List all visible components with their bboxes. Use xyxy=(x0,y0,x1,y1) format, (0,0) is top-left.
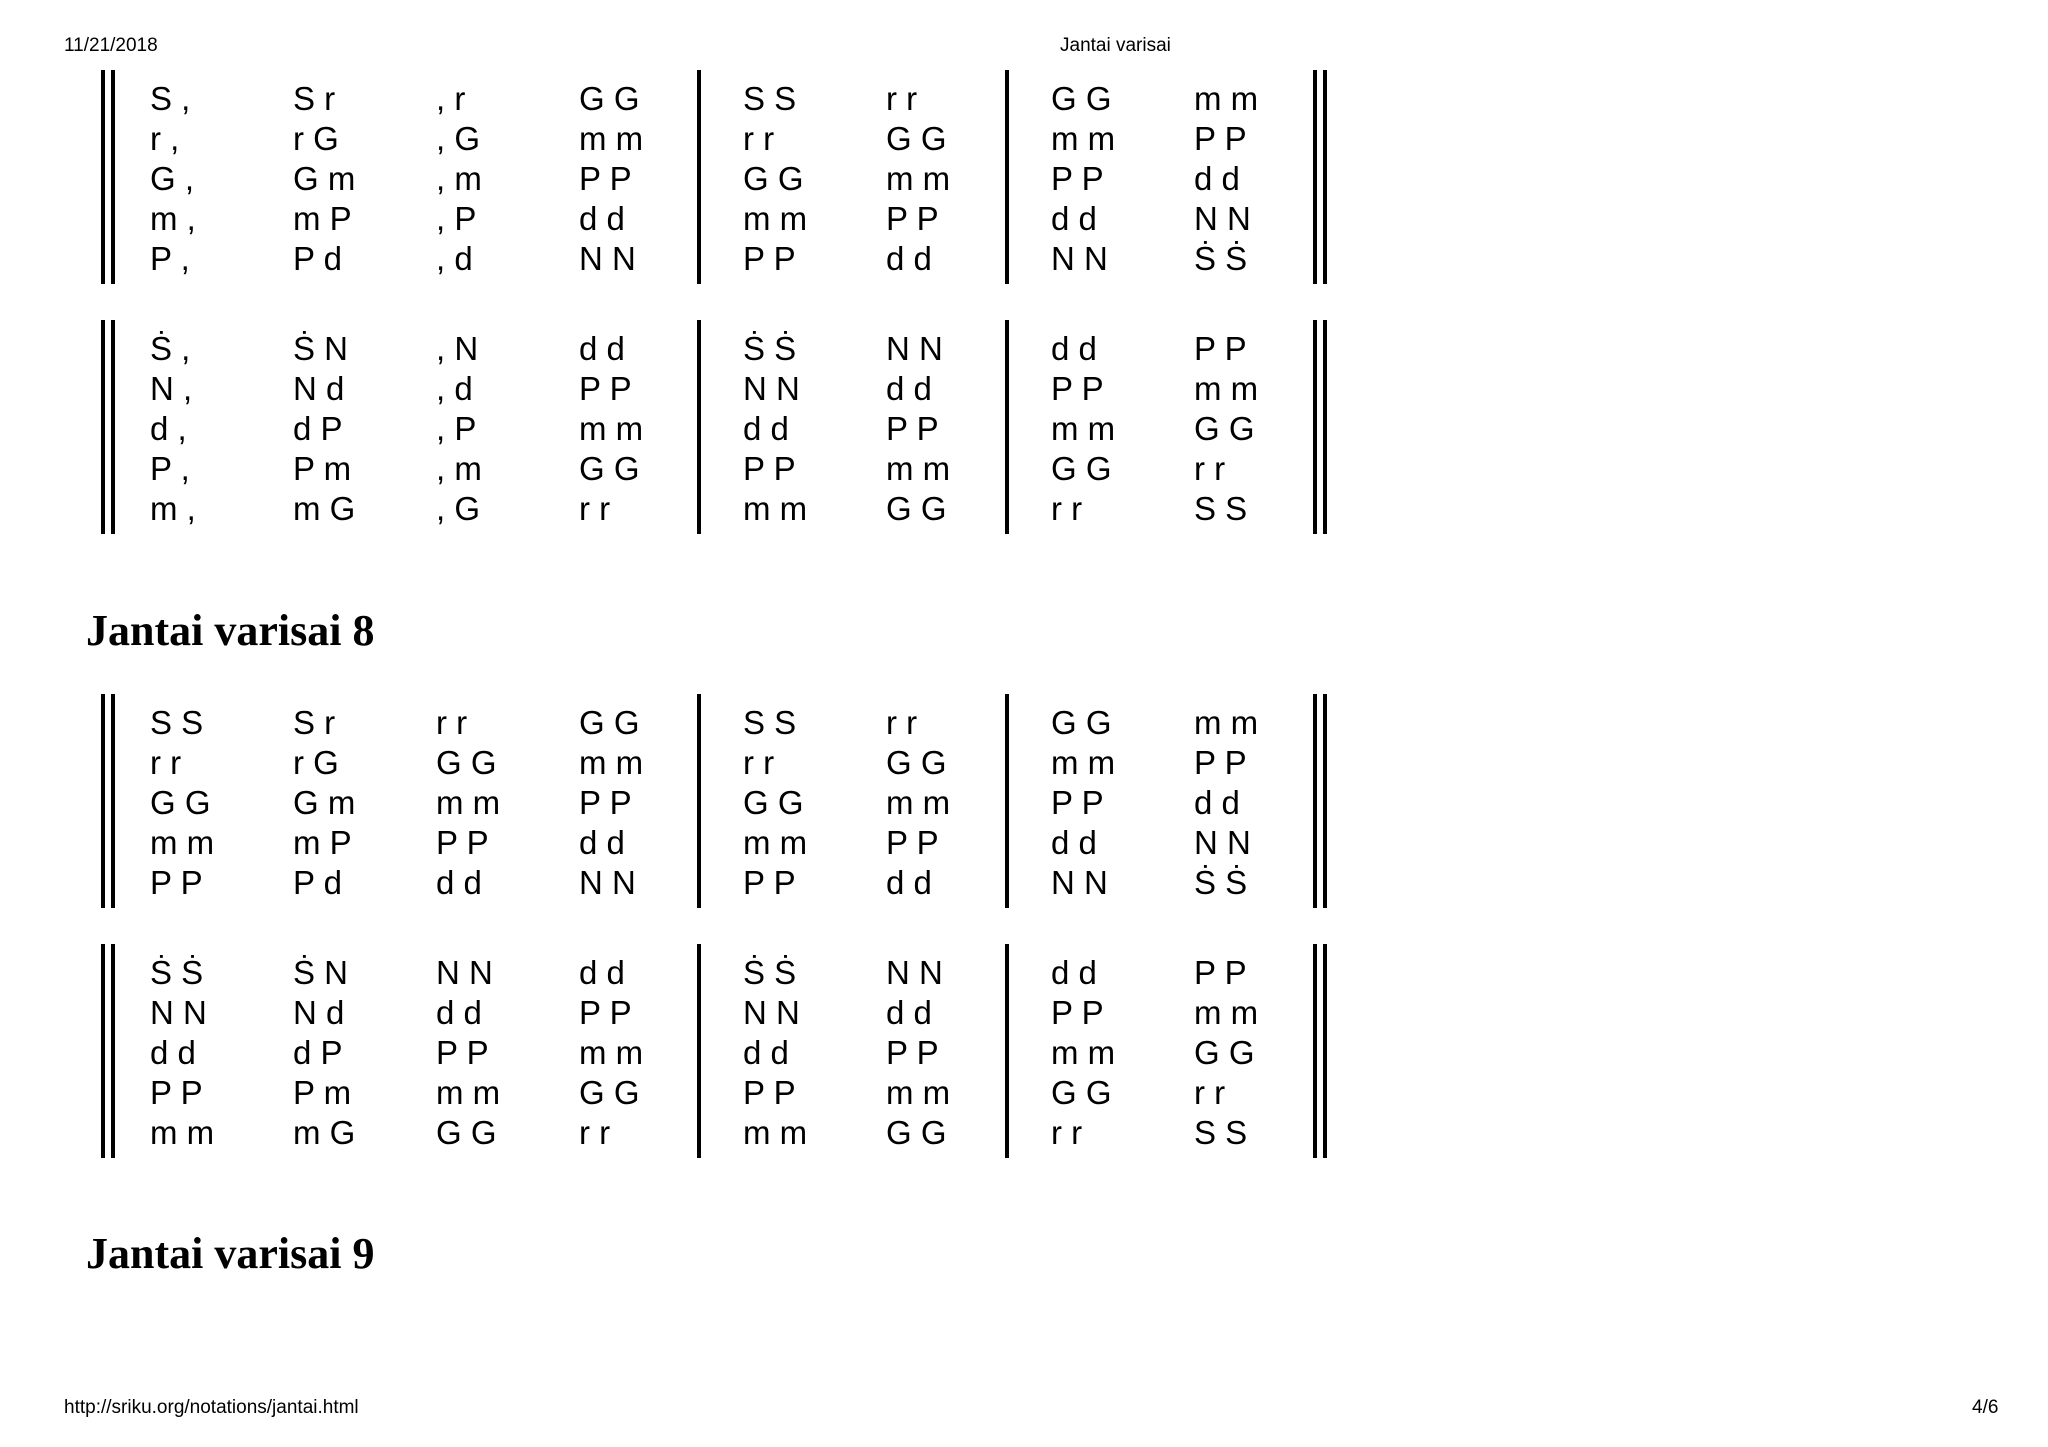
swara-cell: Ṡ Ṡ xyxy=(1194,240,1248,277)
section-heading-jantai-9: Jantai varisai 9 xyxy=(86,1229,375,1278)
swara-cell: P P xyxy=(1051,994,1104,1031)
swara-cell: G G xyxy=(579,1074,640,1111)
swara-cell: r r xyxy=(1194,1074,1226,1111)
swara-cell: Ṡ Ṡ xyxy=(743,330,797,367)
swara-cell: P P xyxy=(743,1074,796,1111)
swara-cell: P P xyxy=(1051,160,1104,197)
swara-cell: m m xyxy=(743,824,808,861)
swara-cell: P , xyxy=(150,450,190,487)
swara-cell: N N xyxy=(579,240,636,277)
bar-line xyxy=(111,694,115,908)
swara-cell: G G xyxy=(1051,80,1112,117)
notation-block-2 xyxy=(0,318,1400,527)
swara-cell: m m xyxy=(886,160,951,197)
swara-cell: P P xyxy=(1194,744,1247,781)
swara-cell: G G xyxy=(579,450,640,487)
swara-cell: Ṡ Ṡ xyxy=(150,954,204,991)
swara-cell: , G xyxy=(436,490,481,527)
swara-cell: N , xyxy=(150,370,193,407)
swara-cell: d d xyxy=(579,330,625,367)
swara-cell: m G xyxy=(293,1114,356,1151)
swara-cell: Ṡ N xyxy=(293,954,349,991)
swara-cell: d d xyxy=(1051,824,1097,861)
swara-cell: r , xyxy=(150,120,180,157)
swara-cell: m , xyxy=(150,490,196,527)
swara-cell: P P xyxy=(743,240,796,277)
notation-block-3 xyxy=(0,692,1400,901)
swara-cell: S S xyxy=(1194,1114,1248,1151)
swara-cell: S S xyxy=(150,704,204,741)
swara-cell: d d xyxy=(579,200,625,237)
swara-cell: d d xyxy=(1194,160,1240,197)
swara-cell: , d xyxy=(436,240,473,277)
bar-line xyxy=(697,944,701,1158)
swara-cell: P d xyxy=(293,240,342,277)
swara-cell: S S xyxy=(1194,490,1248,527)
swara-cell: m m xyxy=(1051,410,1116,447)
swara-cell: P P xyxy=(436,1034,489,1071)
swara-cell: , G xyxy=(436,120,481,157)
swara-cell: G G xyxy=(579,80,640,117)
bar-line xyxy=(697,70,701,284)
bar-line xyxy=(1323,694,1327,908)
swara-cell: d d xyxy=(886,994,932,1031)
swara-cell: m m xyxy=(1051,1034,1116,1071)
swara-cell: , m xyxy=(436,160,482,197)
swara-cell: m m xyxy=(1194,704,1259,741)
swara-cell: N N xyxy=(886,330,943,367)
swara-cell: P P xyxy=(1051,784,1104,821)
swara-cell: , N xyxy=(436,330,479,367)
swara-cell: G G xyxy=(886,490,947,527)
bar-line xyxy=(101,944,105,1158)
swara-cell: d d xyxy=(886,864,932,901)
swara-cell: d d xyxy=(1051,330,1097,367)
swara-cell: m m xyxy=(150,1114,215,1151)
swara-cell: S r xyxy=(293,704,336,741)
swara-cell: m m xyxy=(1194,80,1259,117)
bar-line xyxy=(1313,694,1317,908)
swara-cell: P P xyxy=(886,1034,939,1071)
swara-cell: P P xyxy=(150,864,203,901)
swara-cell: N N xyxy=(150,994,207,1031)
swara-cell: r r xyxy=(1194,450,1226,487)
swara-cell: r r xyxy=(886,80,918,117)
swara-cell: Ṡ , xyxy=(150,330,191,367)
swara-cell: Ṡ N xyxy=(293,330,349,367)
swara-cell: N N xyxy=(436,954,493,991)
bar-line xyxy=(697,320,701,534)
swara-cell: d d xyxy=(579,824,625,861)
page-footer-url: http://sriku.org/notations/jantai.html xyxy=(64,1397,359,1418)
swara-cell: P P xyxy=(579,160,632,197)
swara-cell: m m xyxy=(1051,120,1116,157)
page-header-title: Jantai varisai xyxy=(1060,35,1171,56)
swara-cell: G G xyxy=(1194,1034,1255,1071)
swara-cell: m m xyxy=(886,784,951,821)
swara-cell: G G xyxy=(743,160,804,197)
swara-cell: m m xyxy=(579,744,644,781)
swara-cell: r r xyxy=(436,704,468,741)
swara-cell: G G xyxy=(743,784,804,821)
swara-cell: d d xyxy=(150,1034,196,1071)
bar-line xyxy=(1323,320,1327,534)
bar-line xyxy=(1323,944,1327,1158)
swara-cell: P P xyxy=(436,824,489,861)
swara-cell: Ṡ Ṡ xyxy=(1194,864,1248,901)
swara-cell: P P xyxy=(1051,370,1104,407)
swara-cell: d d xyxy=(743,1034,789,1071)
swara-cell: G G xyxy=(579,704,640,741)
swara-cell: d d xyxy=(1194,784,1240,821)
swara-cell: N d xyxy=(293,994,345,1031)
swara-cell: P P xyxy=(1194,330,1247,367)
bar-line xyxy=(1005,694,1009,908)
swara-cell: P m xyxy=(293,1074,352,1111)
bar-line xyxy=(101,320,105,534)
bar-line xyxy=(697,694,701,908)
swara-cell: m m xyxy=(886,450,951,487)
swara-cell: , r xyxy=(436,80,466,117)
swara-cell: G , xyxy=(150,160,195,197)
swara-cell: m P xyxy=(293,200,352,237)
swara-cell: P P xyxy=(886,410,939,447)
bar-line xyxy=(1005,320,1009,534)
swara-cell: r r xyxy=(743,120,775,157)
bar-line xyxy=(1005,944,1009,1158)
page-footer-page-number: 4/6 xyxy=(1972,1397,1999,1418)
swara-cell: G G xyxy=(150,784,211,821)
bar-line xyxy=(101,70,105,284)
swara-cell: G m xyxy=(293,784,356,821)
section-heading-jantai-8: Jantai varisai 8 xyxy=(86,606,375,655)
swara-cell: N N xyxy=(1194,200,1251,237)
swara-cell: d d xyxy=(1051,200,1097,237)
swara-cell: G G xyxy=(1051,450,1112,487)
swara-cell: , d xyxy=(436,370,473,407)
bar-line xyxy=(101,694,105,908)
swara-cell: d d xyxy=(436,864,482,901)
swara-cell: P P xyxy=(579,370,632,407)
swara-cell: , P xyxy=(436,410,477,447)
swara-cell: P P xyxy=(579,784,632,821)
swara-cell: P P xyxy=(743,450,796,487)
swara-cell: P m xyxy=(293,450,352,487)
swara-cell: P P xyxy=(886,200,939,237)
swara-cell: N N xyxy=(886,954,943,991)
swara-cell: S S xyxy=(743,80,797,117)
swara-cell: m m xyxy=(1194,370,1259,407)
swara-cell: G G xyxy=(1194,410,1255,447)
bar-line xyxy=(1313,320,1317,534)
swara-cell: m m xyxy=(579,410,644,447)
swara-cell: d d xyxy=(743,410,789,447)
swara-cell: m m xyxy=(436,784,501,821)
swara-cell: P P xyxy=(743,864,796,901)
swara-cell: N d xyxy=(293,370,345,407)
swara-cell: G G xyxy=(436,1114,497,1151)
swara-cell: N N xyxy=(1051,864,1108,901)
swara-cell: d P xyxy=(293,410,343,447)
swara-cell: P P xyxy=(1194,954,1247,991)
swara-cell: m m xyxy=(579,1034,644,1071)
bar-line xyxy=(1323,70,1327,284)
swara-cell: m m xyxy=(579,120,644,157)
swara-cell: P P xyxy=(150,1074,203,1111)
swara-cell: d d xyxy=(886,370,932,407)
bar-line xyxy=(111,320,115,534)
swara-cell: G G xyxy=(436,744,497,781)
swara-cell: d d xyxy=(886,240,932,277)
swara-cell: P d xyxy=(293,864,342,901)
swara-cell: m m xyxy=(743,200,808,237)
bar-line xyxy=(1313,944,1317,1158)
swara-cell: d d xyxy=(436,994,482,1031)
swara-cell: P P xyxy=(886,824,939,861)
swara-cell: S r xyxy=(293,80,336,117)
swara-cell: d , xyxy=(150,410,187,447)
swara-cell: r r xyxy=(579,490,611,527)
swara-cell: m m xyxy=(743,1114,808,1151)
notation-block-1 xyxy=(0,68,1400,277)
swara-cell: d d xyxy=(1051,954,1097,991)
swara-cell: r r xyxy=(1051,1114,1083,1151)
bar-line xyxy=(111,944,115,1158)
swara-cell: G m xyxy=(293,160,356,197)
swara-cell: m m xyxy=(1051,744,1116,781)
swara-cell: G G xyxy=(886,1114,947,1151)
swara-cell: P P xyxy=(579,994,632,1031)
swara-cell: r r xyxy=(886,704,918,741)
swara-cell: d P xyxy=(293,1034,343,1071)
swara-cell: N N xyxy=(1051,240,1108,277)
swara-cell: G G xyxy=(1051,1074,1112,1111)
swara-cell: S , xyxy=(150,80,191,117)
swara-cell: m P xyxy=(293,824,352,861)
swara-cell: m , xyxy=(150,200,196,237)
swara-cell: r G xyxy=(293,120,339,157)
bar-line xyxy=(1313,70,1317,284)
swara-cell: N N xyxy=(743,370,800,407)
swara-cell: r G xyxy=(293,744,339,781)
swara-cell: N N xyxy=(743,994,800,1031)
swara-cell: m m xyxy=(743,490,808,527)
bar-line xyxy=(111,70,115,284)
page-header-date: 11/21/2018 xyxy=(64,35,158,56)
swara-cell: N N xyxy=(579,864,636,901)
swara-cell: r r xyxy=(579,1114,611,1151)
swara-cell: N N xyxy=(1194,824,1251,861)
swara-cell: P , xyxy=(150,240,190,277)
swara-cell: r r xyxy=(1051,490,1083,527)
swara-cell: r r xyxy=(150,744,182,781)
swara-cell: m m xyxy=(150,824,215,861)
swara-cell: Ṡ Ṡ xyxy=(743,954,797,991)
swara-cell: , m xyxy=(436,450,482,487)
swara-cell: m G xyxy=(293,490,356,527)
swara-cell: P P xyxy=(1194,120,1247,157)
bar-line xyxy=(1005,70,1009,284)
swara-cell: G G xyxy=(886,744,947,781)
swara-cell: , P xyxy=(436,200,477,237)
swara-cell: m m xyxy=(436,1074,501,1111)
notation-block-4 xyxy=(0,942,1400,1151)
swara-cell: m m xyxy=(1194,994,1259,1031)
swara-cell: G G xyxy=(1051,704,1112,741)
swara-cell: S S xyxy=(743,704,797,741)
swara-cell: r r xyxy=(743,744,775,781)
swara-cell: m m xyxy=(886,1074,951,1111)
swara-cell: G G xyxy=(886,120,947,157)
swara-cell: d d xyxy=(579,954,625,991)
